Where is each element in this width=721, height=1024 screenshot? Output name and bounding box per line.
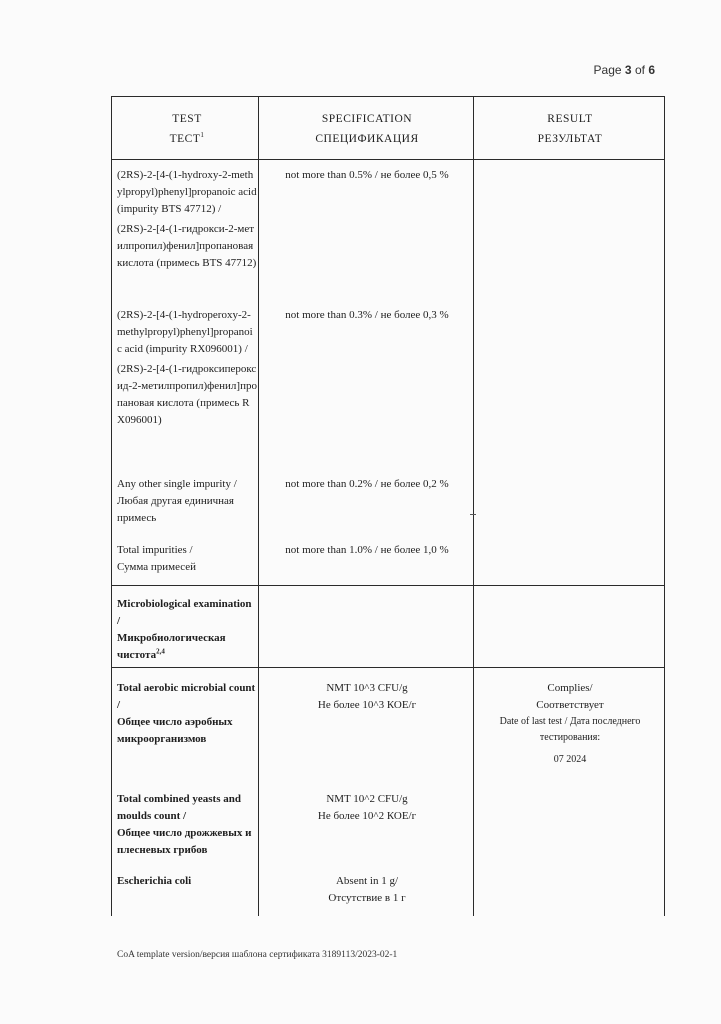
header-result — [475, 109, 665, 149]
column-divider-1 — [258, 97, 259, 916]
micro-section-title — [117, 596, 257, 664]
page-total: 6 — [648, 63, 655, 77]
micro-spec-3-ru: Отсутствие в 1 г — [328, 892, 406, 904]
header-specification — [260, 109, 474, 149]
micro-result-1-last-test: Date of last test / Дата последнего тестирования: — [499, 716, 641, 743]
header-test-footnote: 1 — [200, 131, 205, 140]
impurity-1-en: (2RS)-2-[4-(1-hydroxy-2-methylpropyl)phenyl]propanoic acid (impurity BTS 47712) / — [117, 169, 257, 215]
scan-mark — [470, 514, 476, 515]
micro-test-3 — [117, 873, 257, 890]
micro-result-1-date: 07 2024 — [553, 754, 587, 765]
impurity-spec-1: not more than 0.5% / не более 0,5 % — [285, 169, 449, 181]
micro-result-1-en: Complies/ — [547, 682, 593, 694]
micro-spec-2-en: NMT 10^2 CFU/g — [326, 793, 408, 805]
micro-spec-3 — [260, 873, 474, 907]
micro-test-3-en: Escherichia coli — [117, 875, 192, 887]
page-current: 3 — [624, 63, 632, 77]
page-of: of — [634, 63, 645, 77]
specification-table — [111, 96, 665, 916]
impurity-test-3 — [117, 476, 257, 527]
impurity-test-2 — [117, 307, 257, 429]
micro-test-2-ru: Общее число дрожжевых и плесневых грибов — [117, 827, 252, 856]
footer-template-version: CoA template version/версия шаблона сертификата 3189113/2023-02-1 — [117, 950, 398, 960]
micro-spec-3-en: Absent in 1 g/ — [335, 875, 399, 887]
micro-spec-1-ru: Не более 10^3 КОЕ/г — [317, 699, 417, 711]
micro-title-ru: Микробиологическая чистота — [117, 632, 226, 661]
impurity-spec-2: not more than 0.3% / не более 0,3 % — [285, 309, 449, 321]
header-test-ru: ТЕСТ — [169, 133, 201, 145]
impurity-4-ru: Сумма примесей — [117, 561, 197, 573]
micro-footnote: 2,4 — [156, 647, 165, 656]
micro-spec-1-en: NMT 10^3 CFU/g — [326, 682, 408, 694]
impurity-3-en: Any other single impurity / — [117, 478, 237, 490]
impurity-4-en: Total impurities / — [117, 544, 193, 556]
page-number — [594, 63, 655, 77]
impurity-2-en: (2RS)-2-[4-(1-hydroperoxy-2-methylpropyl)phenyl]propanoic acid (impurity RX096001) / — [117, 309, 253, 355]
micro-test-1-ru: Общее число аэробных микроорганизмов — [117, 716, 233, 745]
micro-test-1-en: Total aerobic microbial count / — [117, 682, 256, 711]
micro-spec-2 — [260, 791, 474, 825]
header-test-en: TEST — [172, 113, 202, 125]
impurity-2-ru: (2RS)-2-[4-(1-гидроксипероксид-2-метилпропил)фенил]пропановая кислота (примесь RX096001) — [117, 363, 257, 426]
section-divider-1 — [112, 585, 664, 586]
impurity-test-4 — [117, 542, 257, 576]
micro-spec-2-ru: Не более 10^2 КОЕ/г — [317, 810, 417, 822]
page-label: Page — [593, 63, 622, 77]
header-spec-en: SPECIFICATION — [321, 113, 413, 125]
impurity-test-1 — [117, 167, 257, 272]
impurity-3-ru: Любая другая единичная примесь — [117, 495, 234, 524]
micro-spec-1 — [260, 680, 474, 714]
section-divider-2 — [112, 667, 664, 668]
header-result-ru: РЕЗУЛЬТАТ — [537, 133, 603, 145]
micro-test-2-en: Total combined yeasts and moulds count / — [117, 793, 241, 822]
micro-test-1 — [117, 680, 257, 748]
header-result-en: RESULT — [547, 113, 593, 125]
micro-title-en: Microbiological examination / — [117, 598, 252, 627]
impurity-spec-4: not more than 1.0% / не более 1,0 % — [285, 544, 449, 556]
header-test — [117, 109, 257, 149]
micro-result-1-ru: Соответствует — [536, 699, 604, 711]
impurity-spec-3: not more than 0.2% / не более 0,2 % — [285, 478, 449, 490]
header-spec-ru: СПЕЦИФИКАЦИЯ — [315, 133, 419, 145]
micro-result-1 — [475, 680, 665, 768]
header-divider — [112, 159, 664, 160]
micro-test-2 — [117, 791, 257, 859]
impurity-1-ru: (2RS)-2-[4-(1-гидрокси-2-метилпропил)фенил]пропановая кислота (примесь BTS 47712) — [117, 223, 257, 269]
